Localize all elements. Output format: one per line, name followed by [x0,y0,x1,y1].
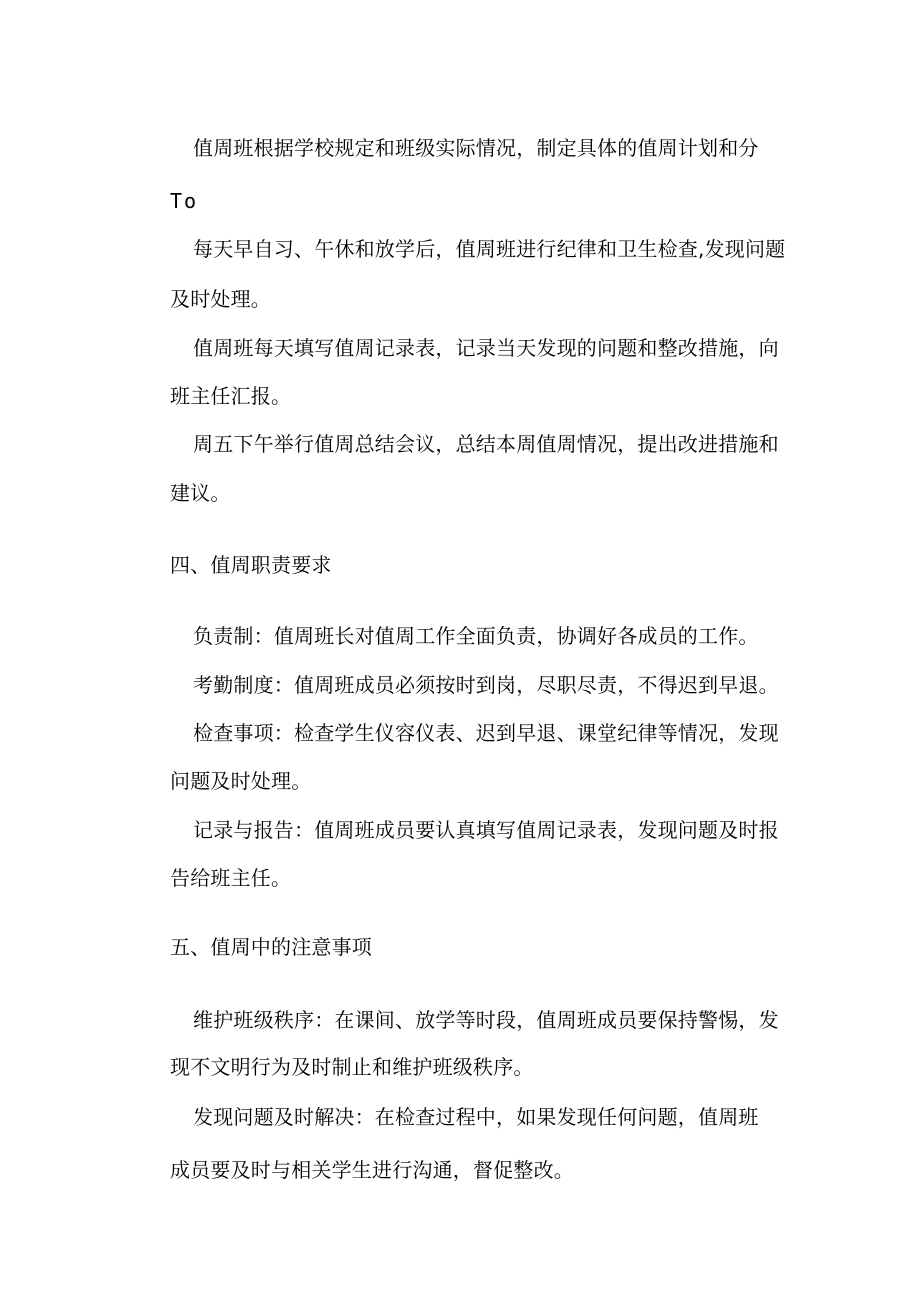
paragraph-line: 记录与报告：值周班成员要认真填写值周记录表，发现问题及时报 [193,818,779,842]
paragraph-line: 检查事项：检查学生仪容仪表、迟到早退、课堂纪律等情况，发现 [193,721,779,745]
paragraph-line: 现不文明行为及时制止和维护班级秩序。 [170,1055,534,1079]
paragraph-line: 每天早自习、午休和放学后，值周班进行纪律和卫生检查,发现问题 [193,237,786,261]
paragraph-line: 建议。 [170,481,231,505]
paragraph-line: 及时处理。 [170,287,271,311]
paragraph-line: 值周班每天填写值周记录表，记录当天发现的问题和整改措施，向 [193,336,779,360]
paragraph-line: 值周班根据学校规定和班级实际情况，制定具体的值周计划和分 [193,136,759,160]
paragraph-line: To [170,189,199,213]
paragraph-line: 问题及时处理。 [170,769,312,793]
paragraph-line: 周五下午举行值周总结会议，总结本周值周情况，提出改进措施和 [193,432,779,456]
section-heading: 五、值周中的注意事项 [170,935,372,959]
section-heading: 四、值周职责要求 [170,553,332,577]
paragraph-line: 成员要及时与相关学生进行沟通，督促整改。 [170,1158,574,1182]
paragraph-line: 考勤制度：值周班成员必须按时到岗，尽职尽责，不得迟到早退。 [193,673,779,697]
paragraph-line: 班主任汇报。 [170,384,292,408]
paragraph-line: 维护班级秩序：在课间、放学等时段，值周班成员要保持警惕，发 [193,1008,779,1032]
paragraph-line: 发现问题及时解决：在检查过程中，如果发现任何问题，值周班 [193,1105,759,1129]
paragraph-line: 负责制：值周班长对值周工作全面负责，协调好各成员的工作。 [193,624,759,648]
paragraph-line: 告给班主任。 [170,866,292,890]
